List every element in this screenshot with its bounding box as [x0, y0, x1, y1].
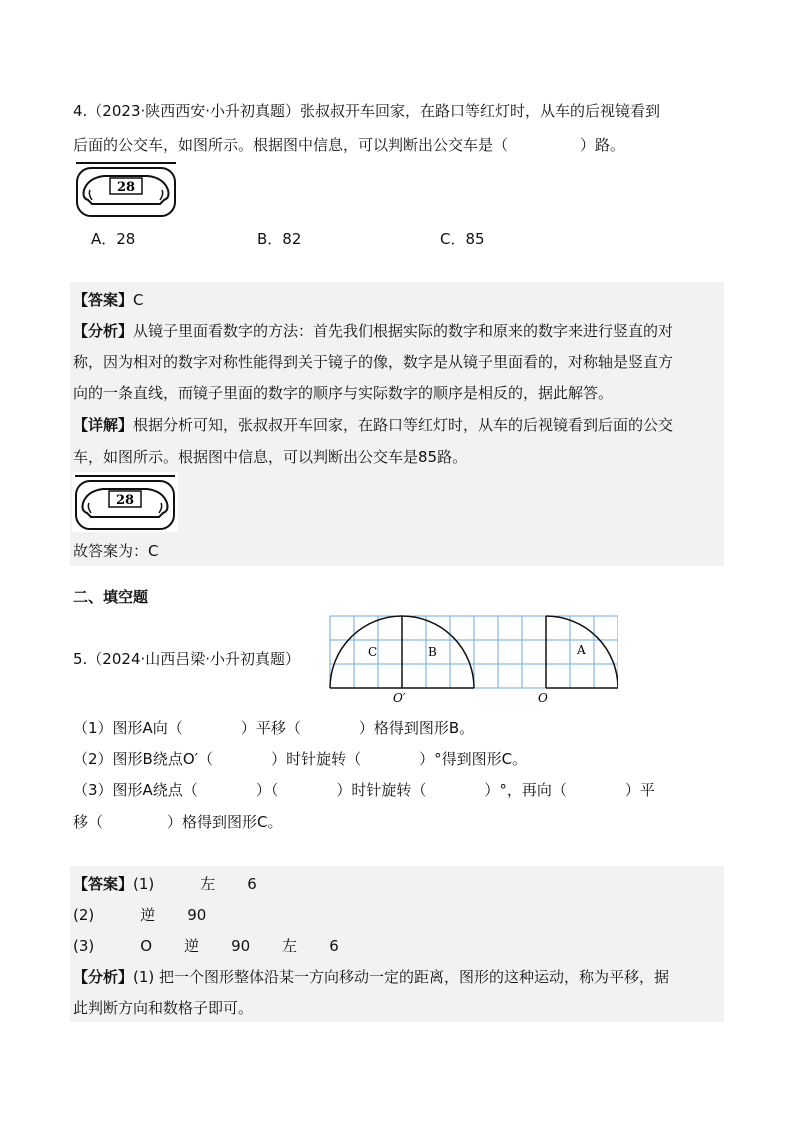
- label-b: B: [428, 645, 437, 659]
- q5-part3-line2: 移（ ）格得到图形C。: [73, 813, 283, 831]
- label-c: C: [368, 645, 378, 659]
- option-a: A．28: [91, 230, 136, 248]
- mirror-number: 28: [116, 180, 136, 195]
- q5-answer-row1: 【答案】(1) 左 6: [73, 875, 257, 893]
- q4-detail-line2: 车，如图所示。根据图中信息，可以判断出公交车是85路。: [73, 448, 468, 466]
- q4-analysis-line2: 称，因为相对的数字对称性能得到关于镜子的像，数字是从镜子里面看的，对称轴是竖直方: [73, 353, 674, 371]
- option-b: B．82: [257, 230, 302, 248]
- section-title: 二、填空题: [73, 588, 149, 606]
- q5-part1: （1）图形A向（ ）平移（ ）格得到图形B。: [73, 719, 475, 737]
- option-c: C．85: [440, 230, 485, 248]
- q4-analysis-line3: 向的一条直线，而镜子里面的数字的顺序与实际数字的顺序是相反的，据此解答。: [73, 384, 614, 402]
- rear-mirror-figure: [74, 160, 178, 218]
- q5-analysis-line1: 【分析】(1) 把一个图形整体沿某一方向移动一定的距离，图形的这种运动，称为平移，据: [73, 968, 670, 986]
- label-o-prime: O′: [393, 691, 406, 705]
- q5-stem: 5.（2024·山西吕梁·小升初真题）: [73, 650, 301, 668]
- label-a: A: [577, 643, 586, 657]
- q4-final-answer: 故答案为：C: [73, 542, 159, 560]
- rear-mirror-figure-answer: [72, 472, 178, 532]
- label-o: O: [538, 691, 548, 705]
- q4-answer: 【答案】C: [73, 291, 144, 309]
- q5-analysis-line2: 此判断方向和数格子即可。: [73, 999, 254, 1017]
- q4-detail-line1: 【详解】根据分析可知，张叔叔开车回家，在路口等红灯时，从车的后视镜看到后面的公交: [73, 416, 674, 434]
- q5-answer-row3: (3) O 逆 90 左 6: [73, 937, 339, 955]
- q4-stem-line2: 后面的公交车，如图所示。根据图中信息，可以判断出公交车是（ ）路。: [73, 136, 626, 154]
- q5-part2: （2）图形B绕点O′（ ）时针旋转（ ）°得到图形C。: [73, 750, 528, 768]
- q4-stem-line1: 4.（2023·陕西西安·小升初真题）张叔叔开车回家，在路口等红灯时，从车的后视镜看到: [73, 102, 661, 120]
- mirror-number-answer: 28: [115, 493, 135, 508]
- q5-part3-line1: （3）图形A绕点（ ）（ ）时针旋转（ ）°，再向（ ）平: [73, 781, 655, 799]
- q5-answer-row2: (2) 逆 90: [73, 906, 207, 924]
- q4-analysis-line1: 【分析】从镜子里面看数字的方法：首先我们根据实际的数字和原来的数字来进行竖直的对: [73, 322, 674, 340]
- grid-figure: [326, 614, 618, 706]
